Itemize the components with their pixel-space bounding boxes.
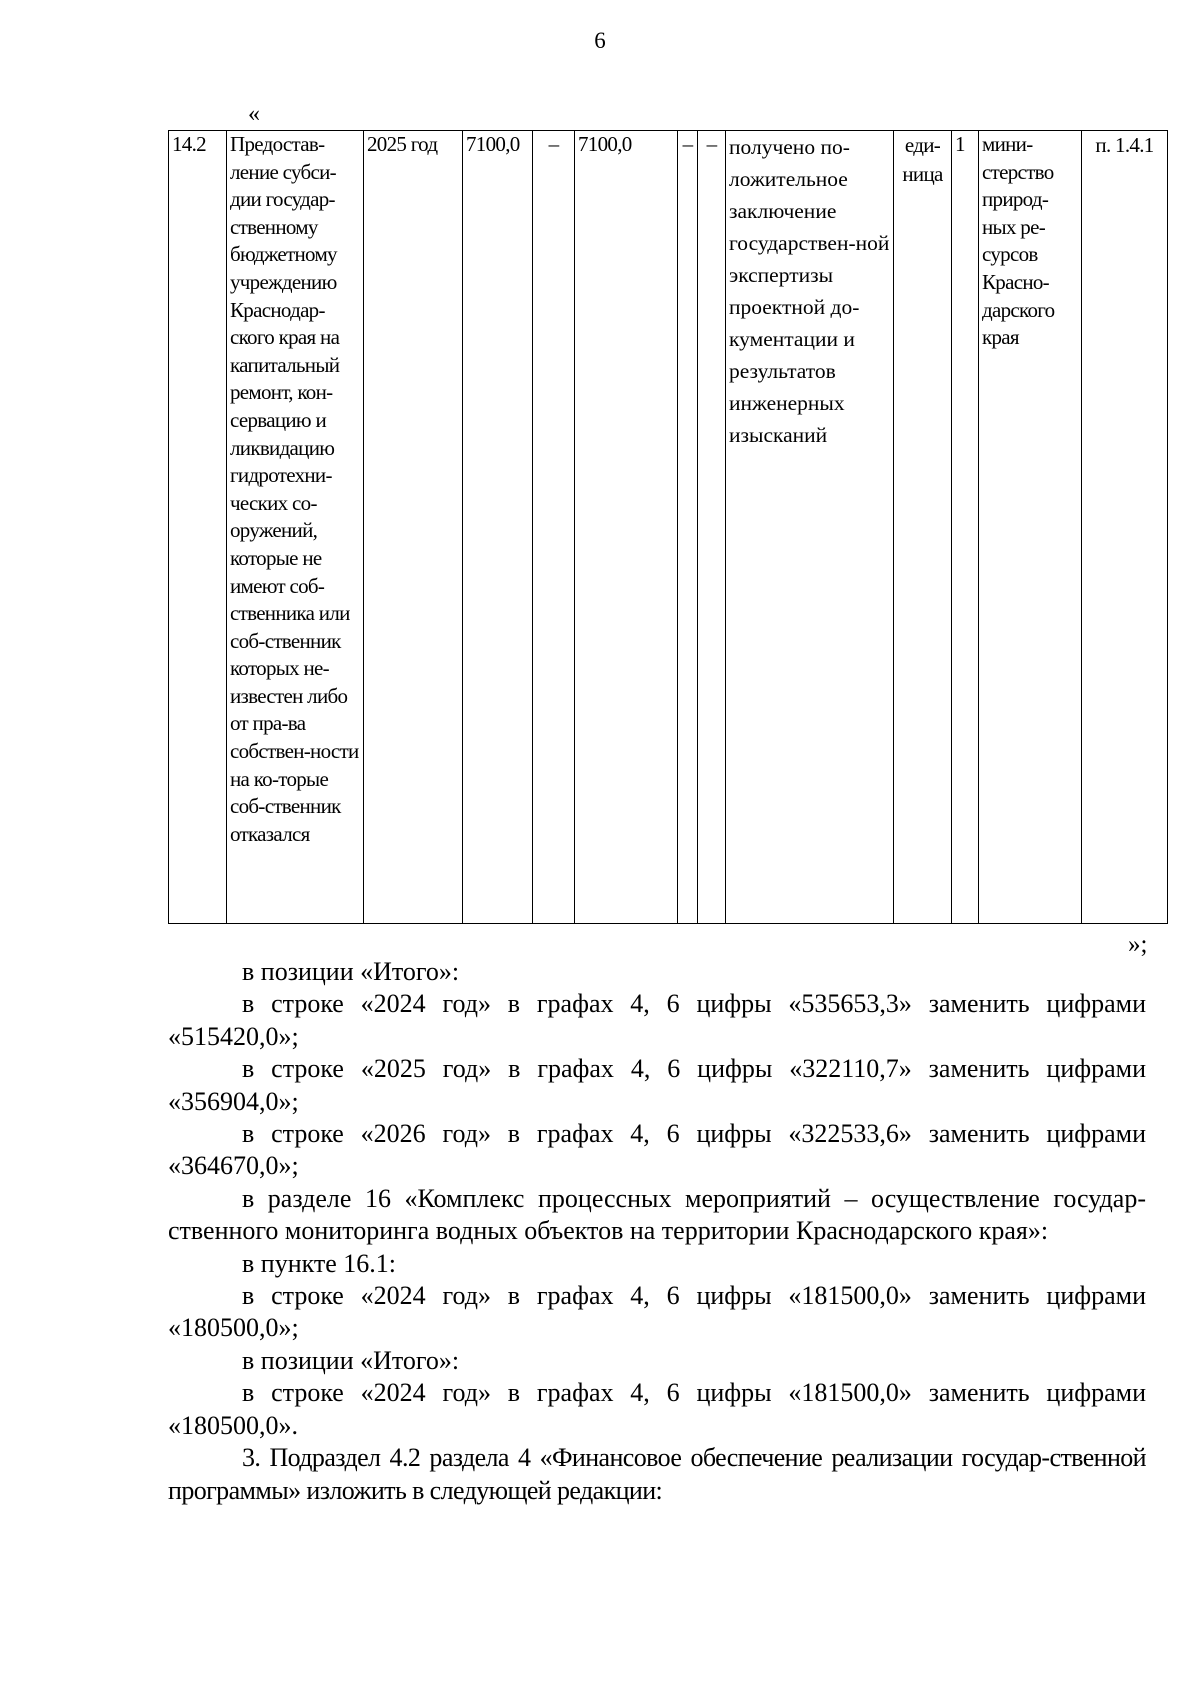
cell-year: 2025 год: [364, 131, 463, 924]
closing-quote: »;: [1128, 931, 1148, 958]
cell-extrabudget: –: [698, 131, 726, 924]
paragraph: в пункте 16.1:: [242, 1248, 397, 1278]
cell-event-name: Предостав-ление субси-дии государ-ственному бюджетному учреждению Краснодар-ского края на капитальный ремонт, кон-сервацию и ликвидацию гидротехни-ческих со-оружений, которые не имеют соб-ственника или соб-ственник которых не-известен либо от пра-ва собствен-ности на ко-торые соб-ственник отказался: [227, 131, 364, 924]
amendment-text: [168, 956, 1146, 1507]
cell-result: получено по-ложительное заключение государствен-ной экспертизы проектной до-кументации и результатов инженерных изысканий: [726, 131, 894, 924]
paragraph: 3. Подраздел 4.2 раздела 4 «Финансовое обеспечение реализации государ-ственной программы» изложить в следующей редакции:: [168, 1443, 1146, 1505]
paragraph: в строке «2025 год» в графах 4, 6 цифры «322110,7» заменить цифрами «356904,0»;: [168, 1054, 1146, 1116]
cell-executor: мини-стерство природ-ных ре-сурсов Красно-дарского края: [979, 131, 1082, 924]
paragraph: в позиции «Итого»:: [242, 1345, 460, 1375]
cell-number: 14.2: [169, 131, 227, 924]
cell-federal: –: [533, 131, 575, 924]
paragraph: в строке «2024 год» в графах 4, 6 цифры «181500,0» заменить цифрами «180500,0»;: [168, 1281, 1146, 1343]
paragraph: в строке «2026 год» в графах 4, 6 цифры «322533,6» заменить цифрами «364670,0»;: [168, 1119, 1146, 1181]
cell-total: 7100,0: [463, 131, 533, 924]
program-table: [168, 130, 1168, 924]
table-row: [169, 131, 1168, 924]
paragraph: в строке «2024 год» в графах 4, 6 цифры «535653,3» заменить цифрами «515420,0»;: [168, 989, 1146, 1051]
cell-reference: п. 1.4.1: [1082, 131, 1168, 924]
opening-quote: «: [248, 101, 260, 127]
page-number: 6: [594, 28, 606, 53]
cell-regional: 7100,0: [575, 131, 678, 924]
cell-local: –: [678, 131, 698, 924]
cell-unit: еди-ница: [894, 131, 952, 924]
paragraph: в позиции «Итого»:: [242, 957, 460, 986]
cell-quantity: 1: [952, 131, 979, 924]
paragraph: в разделе 16 «Комплекс процессных мероприятий – осуществление государ-ственного мониторинга водных объектов на территории Краснодарского края»:: [168, 1183, 1146, 1246]
paragraph: в строке «2024 год» в графах 4, 6 цифры «181500,0» заменить цифрами «180500,0».: [168, 1378, 1146, 1440]
